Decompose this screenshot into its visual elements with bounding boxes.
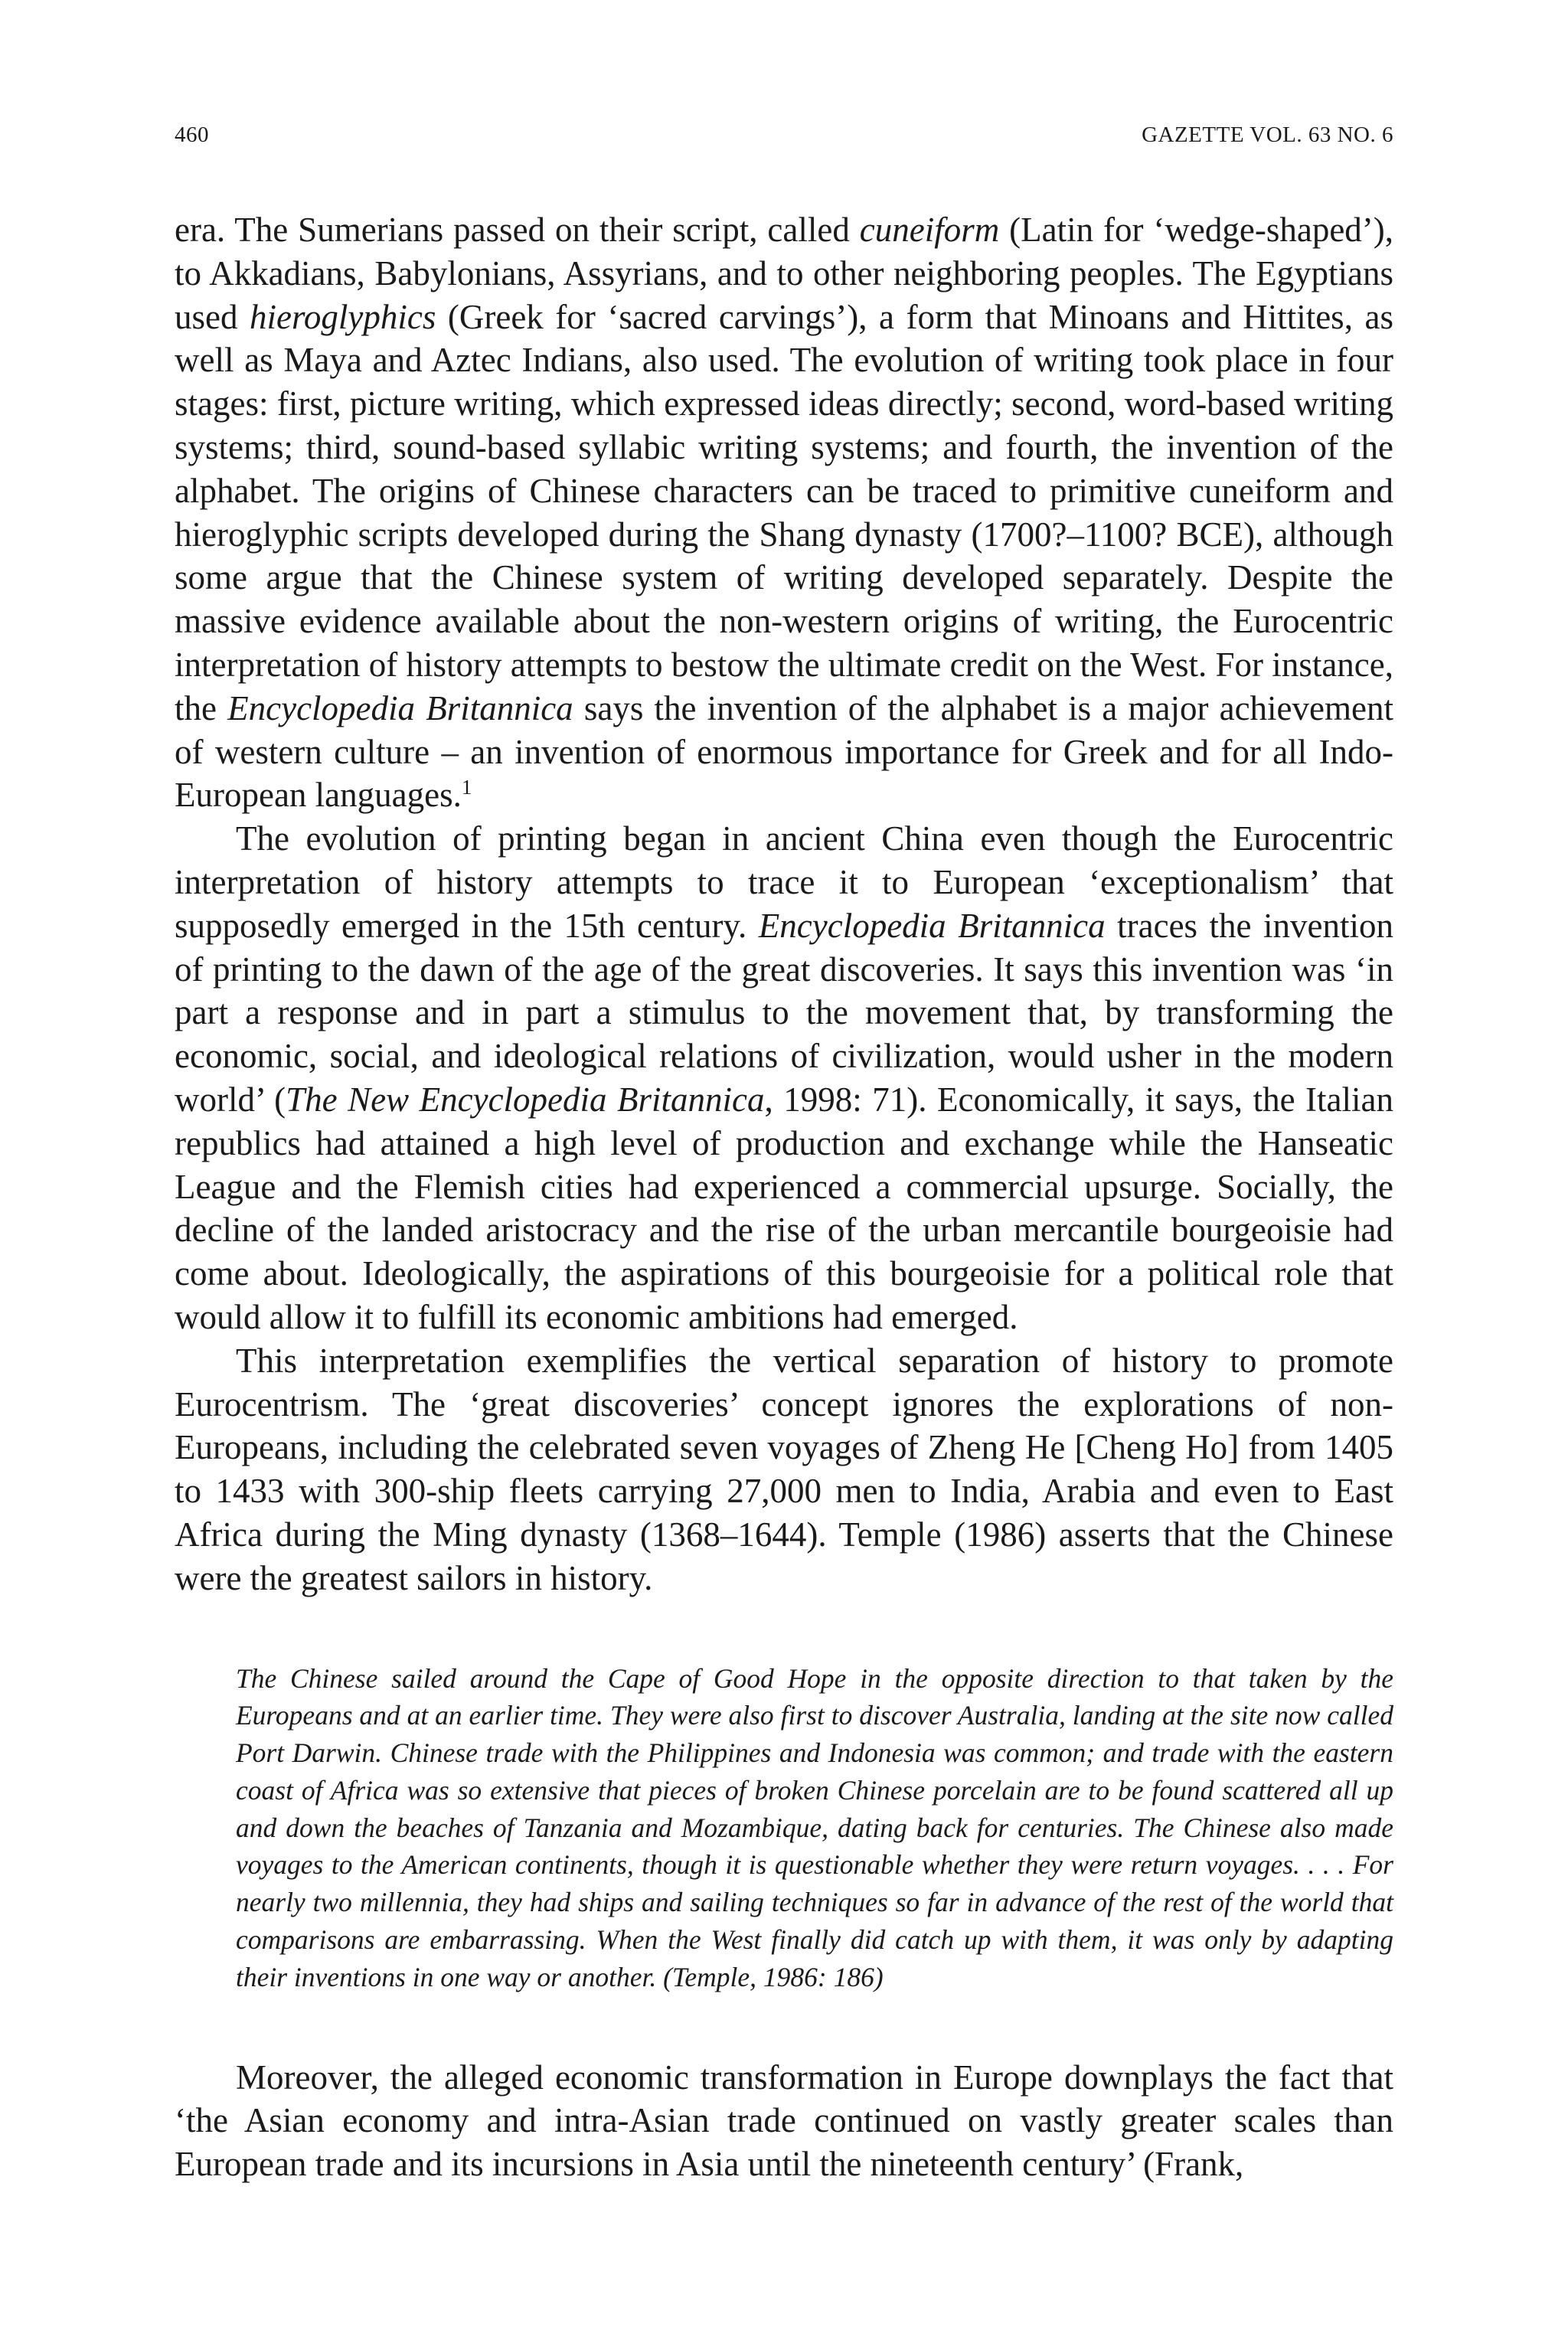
- footnote-marker[interactable]: 1: [461, 776, 472, 799]
- text-run: era. The Sumerians passed on their script, called: [175, 211, 860, 249]
- paragraph-1: [175, 208, 1393, 817]
- text-run: , 1998: 71). Economically, it says, the Italian republics had attained a high level of production and exchange while the Hanseatic League and the Flemish cities had experienced a commercial upsurge. Socially, the decline of the landed aristocracy and the rise of the urban mercantile bourgeoisie had come about. Ideologically, the aspirations of this bourgeoisie for a political role that would allow it to fulfill its economic ambitions had emerged.: [175, 1080, 1393, 1336]
- paragraph-3: This interpretation exemplifies the vertical separation of history to promote Eurocentrism. The ‘great discoveries’ concept ignores the explorations of non-Europeans, including the celebrated seven voyages of Zheng He [Cheng Ho] from 1405 to 1433 with 300-ship fleets carrying 27,000 men to India, Arabia and even to East Africa during the Ming dynasty (1368–1644). Temple (1986) asserts that the Chinese were the greatest sailors in history.: [175, 1341, 1393, 1597]
- italic-term: cuneiform: [859, 211, 1000, 249]
- page-number: 460: [175, 123, 209, 147]
- italic-title: Encyclopedia Britannica: [758, 906, 1106, 945]
- italic-title: The New Encyclopedia Britannica: [286, 1080, 765, 1119]
- text-run: traces the invention of printing to the dawn of the age of the great discoveries. It says this invention was ‘in part a response and in part a stimulus to the movement that, by transforming the economic, social, and ideological relations of civilization, would usher in the modern world’ (: [175, 906, 1393, 1119]
- page: [175, 123, 1393, 2221]
- paragraph-4: Moreover, the alleged economic transformation in Europe downplays the fact that ‘the Asian economy and intra-Asian trade continued on vastly greater scales than European trade and its incursions in Asia until the nineteenth century’ (Frank,: [175, 2057, 1393, 2184]
- block-quote: The Chinese sailed around the Cape of Good Hope in the opposite direction to that taken by the Europeans and at an earlier time. They were also first to discover Australia, landing at the site now called Port Darwin. Chinese trade with the Philippines and Indonesia was common; and trade with the eastern coast of Africa was so extensive that pieces of broken Chinese porcelain are to be found scattered all up and down the beaches of Tanzania and Mozambique, dating back for centuries. The Chinese also made voyages to the American continents, though it is questionable whether they were return voyages. . . . For nearly two millennia, they had ships and sailing techniques so far in advance of the rest of the world that comparisons are embarrassing. When the West finally did catch up with them, it was only by adapting their inventions in one way or another. (Temple, 1986: 186): [236, 1662, 1393, 1992]
- italic-term: hieroglyphics: [250, 297, 436, 336]
- running-header: [175, 123, 1393, 153]
- text-run: (Greek for ‘sacred carvings’), a form that Minoans and Hittites, as well as Maya and Aztec Indians, also used. The evolution of writing took place in four stages: first, picture writing, which expressed ideas directly; second, word-based writing systems; third, sound-based syllabic writing systems; and fourth, the invention of the alphabet. The origins of Chinese characters can be traced to primitive cuneiform and hieroglyphic scripts developed during the Shang dynasty (1700?–1100? BCE), although some argue that the Chinese system of writing developed separately. Despite the massive evidence available about the non-western origins of writing, the Eurocentric interpretation of history attempts to bestow the ultimate credit on the West. For instance, the: [175, 297, 1393, 727]
- text-run: says the invention of the alphabet is a major achievement of western culture – an invention of enormous importance for Greek and for all Indo-European languages.: [175, 688, 1393, 815]
- italic-title: Encyclopedia Britannica: [227, 688, 573, 727]
- text-run: (Latin for ‘wedge-shaped’), to Akkadians, Babylonians, Assyrians, and to other neighboring peoples. The Egyptians used: [175, 211, 1394, 336]
- paragraph-2: [175, 817, 1393, 1339]
- main-body: [175, 208, 1393, 1600]
- journal-info: GAZETTE VOL. 63 NO. 6: [1142, 123, 1393, 147]
- text-run: The evolution of printing began in ancient China even though the Eurocentric interpretation of history attempts to trace it to European ‘exceptionalism’ that supposedly emerged in the 15th century.: [175, 819, 1393, 945]
